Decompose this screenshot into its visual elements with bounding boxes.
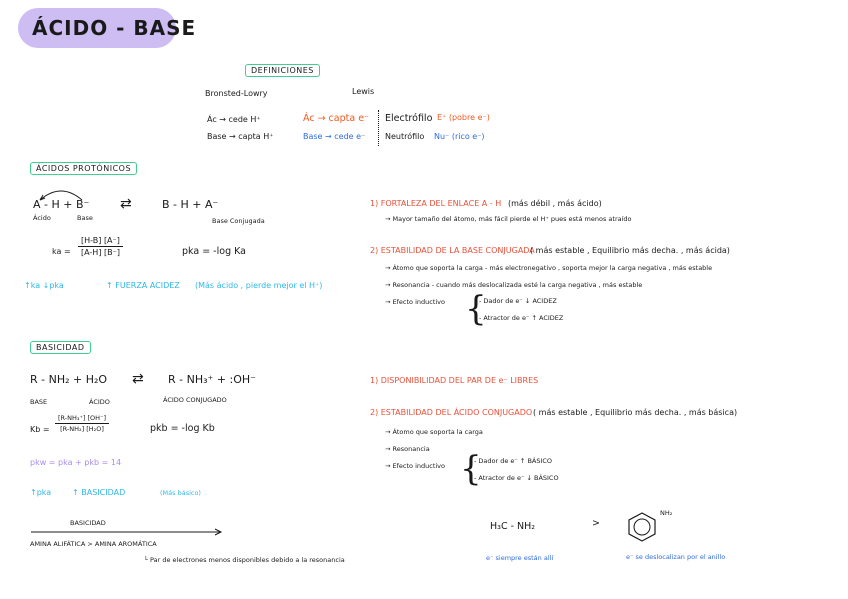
electrophile-symbol: E⁺ (pobre e⁻) bbox=[437, 113, 490, 122]
acid-factor-1-detail: → Mayor tamaño del átomo, más fácil pierde el H⁺ pues está menos atraído bbox=[385, 215, 632, 223]
definitions-divider bbox=[378, 110, 379, 146]
lewis-base-def: Base → cede e⁻ bbox=[303, 132, 366, 141]
page-title: ÁCIDO - BASE bbox=[32, 16, 197, 40]
basicity-scale-arrow bbox=[30, 528, 225, 536]
nucleophile-label: Neutrófilo bbox=[385, 132, 425, 141]
acid-factor-2-detail-2: → Resonancia - cuando más deslocalizada esté la carga negativa , más estable bbox=[385, 281, 643, 289]
protic-acids-box: ÁCIDOS PROTÓNICOS bbox=[30, 162, 137, 175]
basic-trend-note: (Más básico) bbox=[160, 489, 201, 497]
bronsted-heading: Bronsted-Lowry bbox=[205, 89, 268, 98]
basicity-scale-label: BASICIDAD bbox=[70, 519, 106, 527]
acid-inductive-donor: - Dador de e⁻ ↓ ACIDEZ bbox=[479, 297, 557, 305]
basicity-box: BASICIDAD bbox=[30, 341, 91, 354]
basicity-equilibrium-arrows: ⇄ bbox=[132, 371, 144, 387]
lewis-heading: Lewis bbox=[352, 87, 375, 96]
basicity-reaction-left: R - NH₂ + H₂O bbox=[30, 373, 108, 386]
basicity-reaction-right: R - NH₃⁺ + :OH⁻ bbox=[168, 373, 256, 386]
acid-factor-1-note: (más débil , más ácido) bbox=[508, 199, 602, 208]
kb-numerator: [R-NH₃⁺] [OH⁻] bbox=[55, 414, 109, 424]
aniline-nh2: NH₂ bbox=[660, 509, 673, 517]
basic-trend-pka: ↑pka bbox=[30, 488, 52, 497]
electrophile-label: Electrófilo bbox=[385, 113, 433, 124]
acid-inductive-brace: { bbox=[465, 289, 487, 329]
basicity-scale-note: └ Par de electrones menos disponibles debido a la resonancia bbox=[144, 556, 345, 564]
acid-factor-2-detail-1: → Átomo que soporta la carga - más electronegativo , soporta mejor la carga negativa , más estable bbox=[385, 264, 713, 272]
conjugate-base-label: Base Conjugada bbox=[212, 217, 265, 225]
pkb-formula: pkb = -log Kb bbox=[150, 423, 215, 434]
acid-reaction-left: A - H + B⁻ bbox=[33, 198, 90, 211]
bronsted-acid-def: Ác → cede H⁺ bbox=[207, 115, 261, 124]
ka-denominator: [A-H] [B⁻] bbox=[81, 248, 120, 257]
basic-factor-2-title: 2) ESTABILIDAD DEL ÁCIDO CONJUGADO bbox=[370, 408, 533, 417]
kb-fraction bbox=[55, 414, 109, 433]
ka-numerator: [H-B] [A⁻] bbox=[78, 236, 123, 247]
acid-inductive-acceptor: - Atractor de e⁻ ↑ ACIDEZ bbox=[479, 314, 564, 322]
base-label: Base bbox=[77, 214, 93, 222]
comparison-greater-than: > bbox=[592, 518, 600, 529]
ka-fraction bbox=[78, 236, 123, 257]
basic-inductive-brace: { bbox=[460, 449, 482, 489]
basic-factor-1-title: 1) DISPONIBILIDAD DEL PAR DE e⁻ LIBRES bbox=[370, 376, 539, 385]
methylamine-formula: H₃C - NH₂ bbox=[490, 521, 536, 532]
bronsted-base-def: Base → capta H⁺ bbox=[207, 132, 274, 141]
pka-formula: pka = -log Ka bbox=[182, 246, 246, 257]
basicity-acid-label: ÁCIDO bbox=[89, 398, 110, 406]
basic-factor-2-detail-2: → Resonancia bbox=[385, 445, 430, 453]
nucleophile-symbol: Nu⁻ (rico e⁻) bbox=[434, 132, 485, 141]
basic-trend-basicity: ↑ BASICIDAD bbox=[72, 488, 126, 497]
acid-reaction-right: B - H + A⁻ bbox=[162, 198, 219, 211]
acid-trend-strength: ↑ FUERZA ACIDEZ bbox=[106, 281, 180, 290]
acid-factor-2-title: 2) ESTABILIDAD DE LA BASE CONJUGADA bbox=[370, 246, 535, 255]
lewis-acid-def: Ác → capta e⁻ bbox=[303, 113, 370, 124]
acid-trend-ka: ↑ka ↓pka bbox=[24, 281, 64, 290]
basicity-scale-text: AMINA ALIFÁTICA > AMINA AROMÁTICA bbox=[30, 540, 157, 548]
conjugate-acid-label: ÁCIDO CONJUGADO bbox=[163, 396, 227, 404]
acid-factor-2-note: ( más estable , Equilibrio más decha. , más ácida) bbox=[530, 246, 730, 255]
basicity-base-label: BASE bbox=[30, 398, 48, 406]
ka-label: ka = bbox=[52, 247, 71, 256]
acid-trend-note: (Más ácido , pierde mejor el H⁺) bbox=[195, 281, 323, 290]
kb-label: Kb = bbox=[30, 425, 50, 434]
aniline-note: e⁻ se deslocalizan por el anillo bbox=[626, 553, 726, 561]
acid-factor-1-title: 1) FORTALEZA DEL ENLACE A - H bbox=[370, 199, 502, 208]
benzene-ring bbox=[624, 510, 660, 544]
acid-factor-2-detail-3: → Efecto inductivo bbox=[385, 298, 445, 306]
basic-factor-2-detail-3: → Efecto inductivo bbox=[385, 462, 445, 470]
acid-label: Ácido bbox=[33, 214, 51, 222]
basic-factor-2-detail-1: → Átomo que soporta la carga bbox=[385, 428, 483, 436]
acid-equilibrium-arrows: ⇄ bbox=[120, 196, 132, 212]
kb-denominator: [R-NH₂] [H₂O] bbox=[60, 425, 104, 433]
definitions-box: DEFINICIONES bbox=[245, 64, 320, 77]
pkw-formula: pkw = pka + pkb = 14 bbox=[30, 458, 122, 467]
methylamine-note: e⁻ siempre están allí bbox=[486, 554, 554, 562]
basic-factor-2-note: ( más estable , Equilibrio más decha. , más básica) bbox=[533, 408, 738, 417]
basic-inductive-acceptor: - Atractor de e⁻ ↓ BÁSICO bbox=[474, 474, 559, 482]
basic-inductive-donor: - Dador de e⁻ ↑ BÁSICO bbox=[474, 457, 553, 465]
